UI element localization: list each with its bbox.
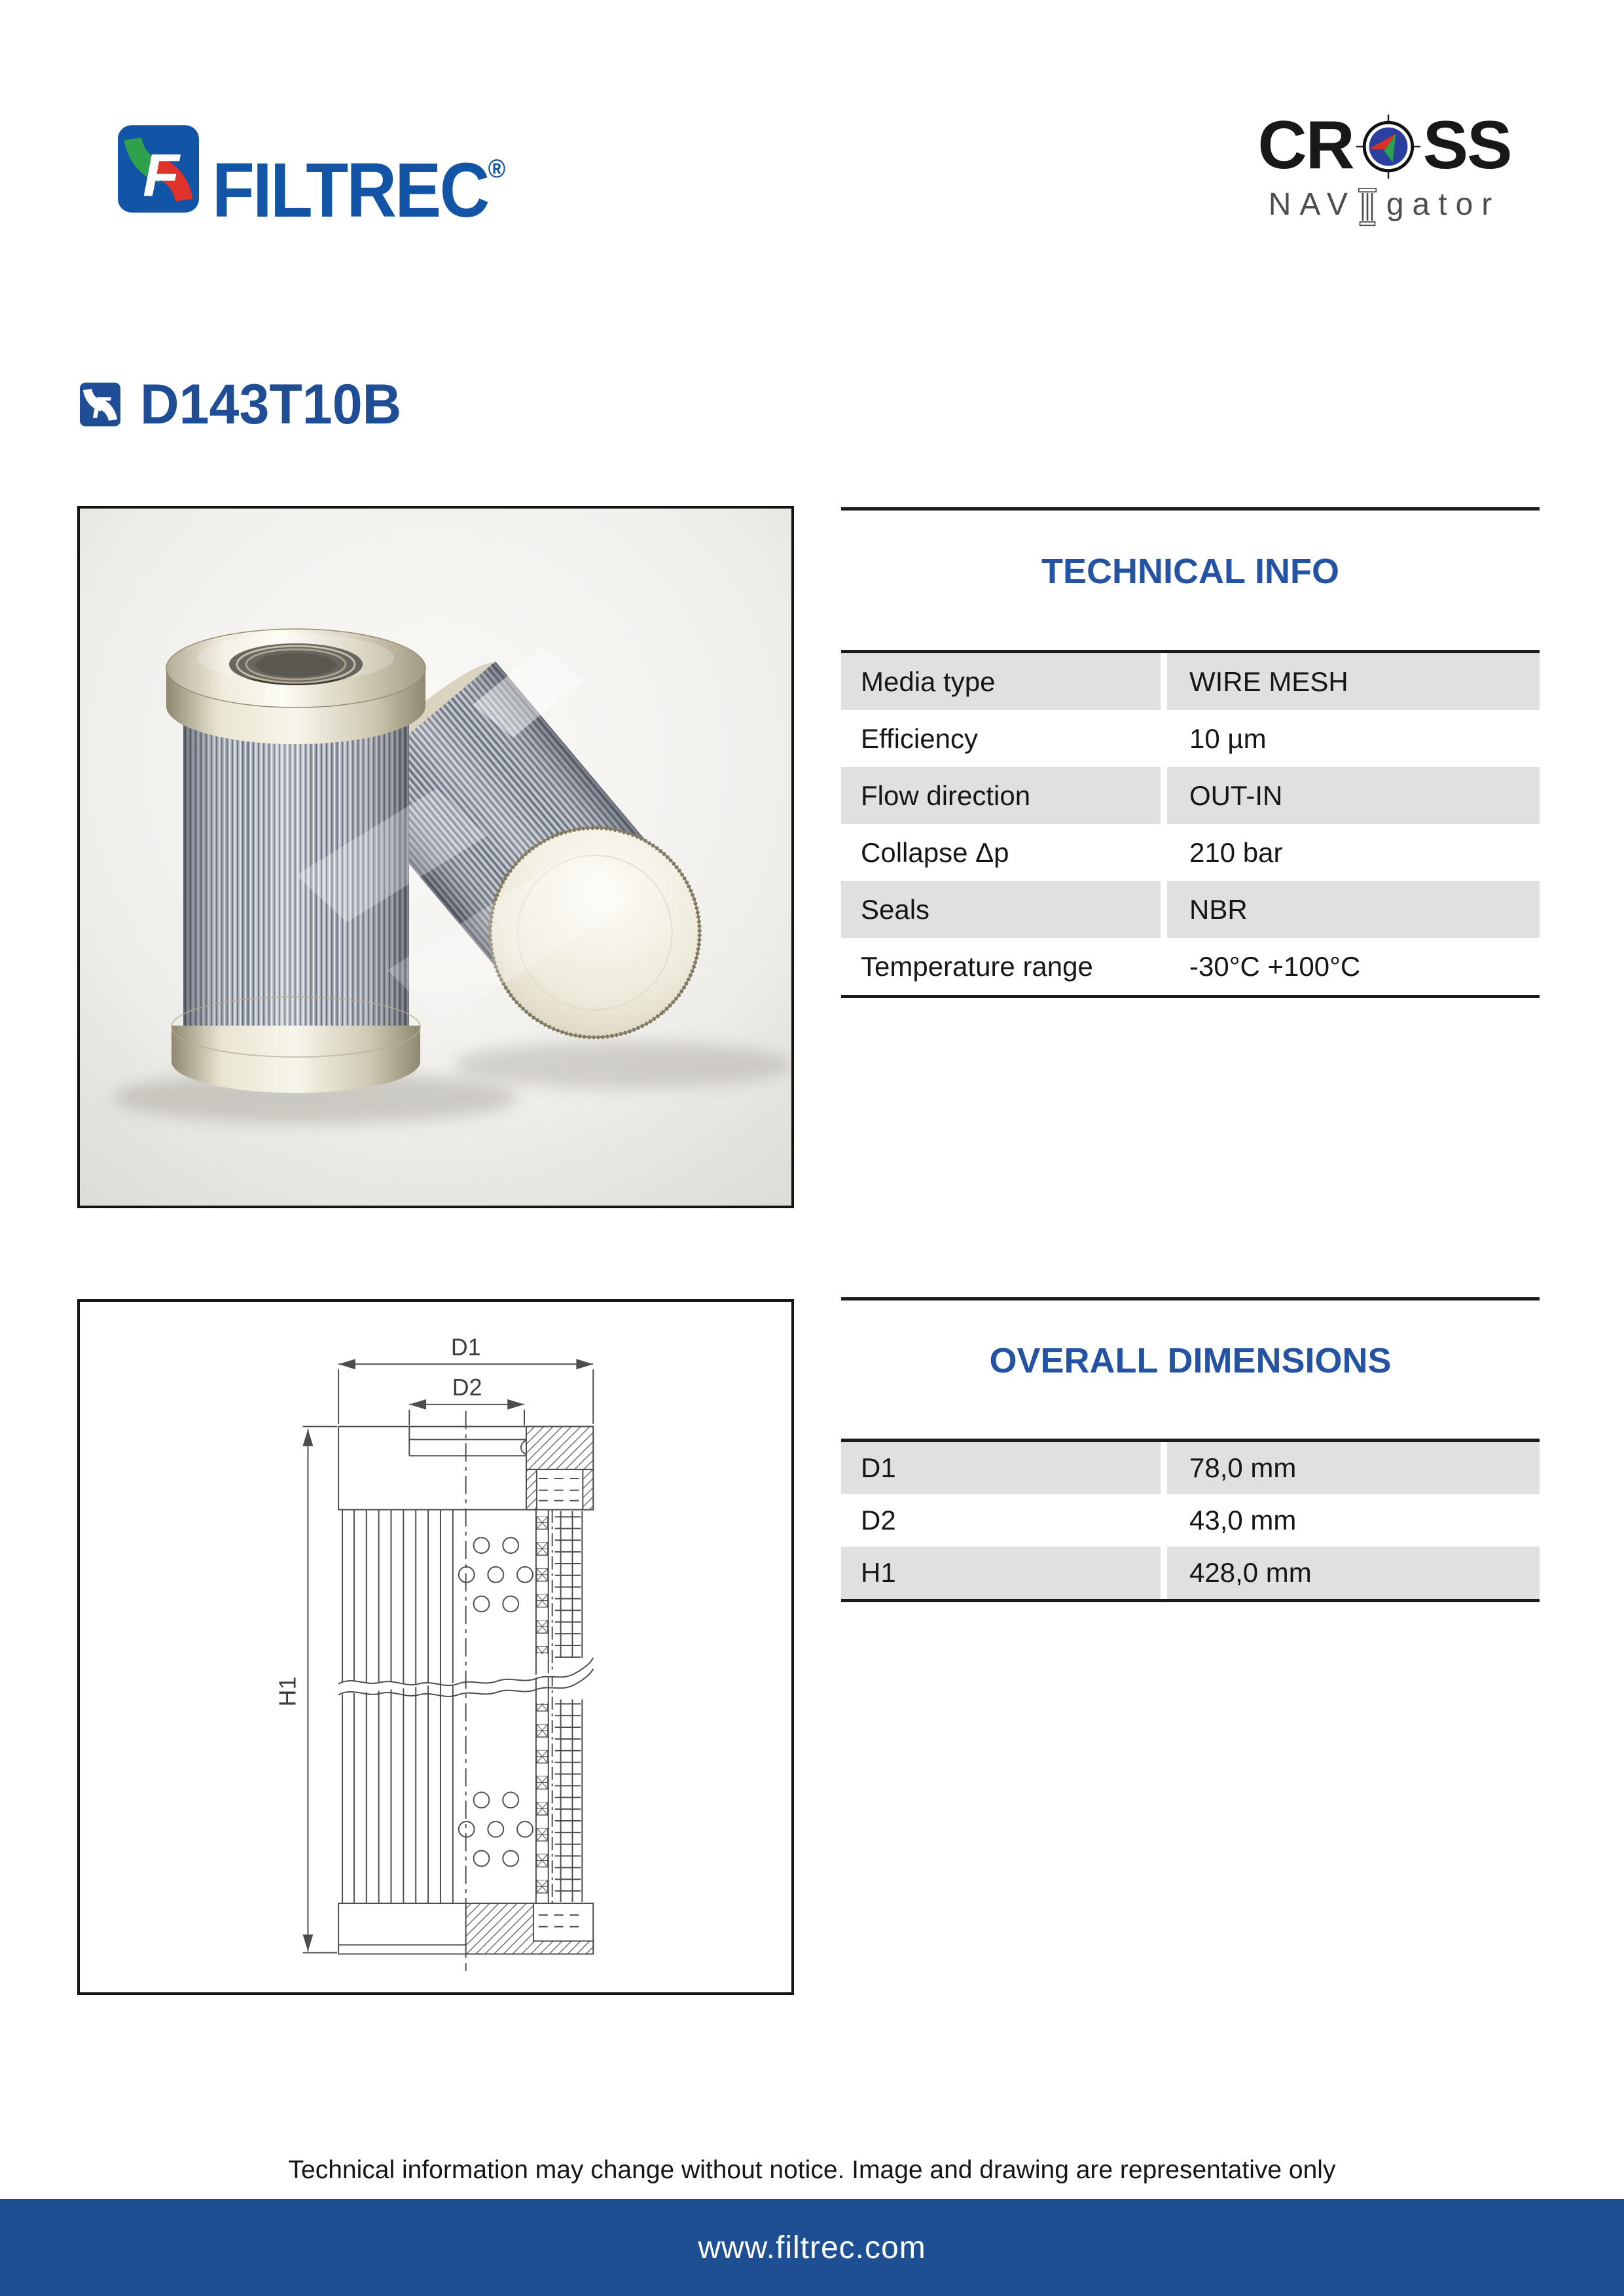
spec-label: Collapse Δp bbox=[841, 824, 1161, 881]
dim-label-h1: H1 bbox=[274, 1676, 301, 1707]
spec-label: Temperature range bbox=[841, 938, 1161, 995]
spec-label: Efficiency bbox=[841, 710, 1161, 767]
cross-right-text: SS bbox=[1422, 107, 1511, 183]
table-row bbox=[841, 1547, 1540, 1599]
dim-label: D2 bbox=[841, 1494, 1161, 1547]
dim-value: 78,0 mm bbox=[1167, 1442, 1540, 1494]
svg-text:F: F bbox=[143, 142, 180, 209]
column-gap bbox=[1161, 881, 1167, 938]
compass-icon bbox=[1356, 115, 1420, 179]
svg-text:F: F bbox=[92, 391, 111, 425]
website-link[interactable]: www.filtrec.com bbox=[698, 2230, 926, 2265]
column-gap bbox=[1161, 824, 1167, 881]
nav-left-text: NAV bbox=[1268, 187, 1356, 222]
dim-label: D1 bbox=[841, 1442, 1161, 1494]
spec-value: -30°C +100°C bbox=[1167, 938, 1540, 995]
column-gap bbox=[1161, 710, 1167, 767]
tech-info-title: TECHNICAL INFO bbox=[1041, 552, 1339, 591]
table-row bbox=[841, 938, 1540, 995]
table-row bbox=[841, 653, 1540, 710]
technical-drawing-image bbox=[80, 1302, 791, 1992]
filtrec-f-mark-icon bbox=[118, 123, 199, 215]
column-gap bbox=[1161, 767, 1167, 824]
table-row bbox=[841, 1442, 1540, 1494]
dimensions-table bbox=[841, 1439, 1540, 1602]
column-gap bbox=[1161, 938, 1167, 995]
dim-label-d1: D1 bbox=[450, 1334, 481, 1361]
tech-info-table bbox=[841, 650, 1540, 998]
spec-value: WIRE MESH bbox=[1167, 653, 1540, 710]
footer-bar bbox=[0, 2199, 1624, 2296]
dimensions-divider bbox=[841, 1297, 1540, 1300]
spec-value: 210 bar bbox=[1167, 824, 1540, 881]
cross-left-text: CR bbox=[1257, 107, 1354, 183]
spec-label: Flow direction bbox=[841, 767, 1161, 824]
filtrec-wordmark bbox=[212, 123, 505, 236]
dim-value: 428,0 mm bbox=[1167, 1547, 1540, 1599]
filtrec-f-mark-small-icon bbox=[80, 378, 120, 431]
technical-drawing bbox=[77, 1299, 794, 1995]
spec-label: Media type bbox=[841, 653, 1161, 710]
cross-navigator-logo bbox=[1247, 107, 1522, 225]
filtrec-logo bbox=[118, 123, 538, 236]
dim-label: H1 bbox=[841, 1547, 1161, 1599]
filtrec-text: FILTREC bbox=[212, 147, 488, 234]
column-gap bbox=[1161, 1442, 1167, 1494]
disclaimer-text: Technical information may change without notice. Image and drawing are representative only bbox=[288, 2156, 1336, 2184]
table-row bbox=[841, 767, 1540, 824]
spec-label: Seals bbox=[841, 881, 1161, 938]
table-row bbox=[841, 881, 1540, 938]
dimensions-title: OVERALL DIMENSIONS bbox=[989, 1341, 1392, 1380]
product-code: D143T10B bbox=[140, 373, 402, 436]
spec-value: NBR bbox=[1167, 881, 1540, 938]
dim-label-d2: D2 bbox=[452, 1374, 482, 1401]
column-gap bbox=[1161, 653, 1167, 710]
nav-right-text: gator bbox=[1386, 187, 1501, 222]
registered-mark: ® bbox=[488, 154, 506, 183]
cross-wordmark bbox=[1247, 107, 1522, 183]
product-photo-image bbox=[80, 509, 791, 1206]
table-row bbox=[841, 824, 1540, 881]
tech-info-divider bbox=[841, 507, 1540, 511]
product-title-row bbox=[80, 373, 412, 436]
product-photo bbox=[77, 506, 794, 1208]
navigator-wordmark bbox=[1247, 185, 1522, 225]
column-icon bbox=[1358, 187, 1377, 228]
column-gap bbox=[1161, 1494, 1167, 1547]
spec-value: OUT-IN bbox=[1167, 767, 1540, 824]
dim-value: 43,0 mm bbox=[1167, 1494, 1540, 1547]
column-gap bbox=[1161, 1547, 1167, 1599]
table-row bbox=[841, 710, 1540, 767]
table-row bbox=[841, 1494, 1540, 1547]
spec-value: 10 µm bbox=[1167, 710, 1540, 767]
